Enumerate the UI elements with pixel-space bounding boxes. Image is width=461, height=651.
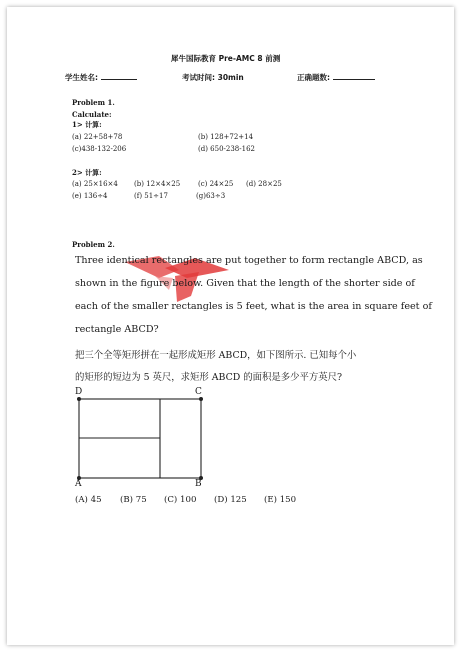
problem2-heading: Problem 2. bbox=[72, 240, 115, 249]
rectangle-figure bbox=[71, 385, 211, 485]
page-title: 犀牛国际教育 Pre-AMC 8 前测 bbox=[171, 54, 281, 63]
problem2-line: each of the smaller rectangles is 5 feet, what is the area in square feet of bbox=[75, 301, 432, 312]
problem1-calculate: Calculate: bbox=[72, 110, 112, 119]
problem1-item: (g)63÷3 bbox=[196, 192, 226, 200]
answer-choice: (D) 125 bbox=[214, 495, 247, 505]
problem1-item: (f) 51÷17 bbox=[134, 192, 168, 200]
problem1-item: (d) 28×25 bbox=[246, 180, 282, 188]
label-d: D bbox=[75, 387, 83, 397]
problem1-item: (e) 136÷4 bbox=[72, 192, 108, 200]
student-name-blank bbox=[101, 73, 137, 80]
answer-choice: (B) 75 bbox=[120, 495, 147, 505]
label-a: A bbox=[75, 479, 82, 489]
label-c: C bbox=[195, 387, 202, 397]
vertex-c bbox=[199, 397, 203, 401]
problem2-chinese-line: 的矩形的短边为 5 英尺，求矩形 ABCD 的面积是多少平方英尺? bbox=[75, 372, 343, 383]
problem1-item: (c) 24×25 bbox=[198, 180, 234, 188]
student-name-label: 学生姓名: bbox=[65, 73, 98, 82]
problem2-line: rectangle ABCD? bbox=[75, 324, 159, 335]
problem1-heading: Problem 1. bbox=[72, 98, 115, 107]
answer-choice: (E) 150 bbox=[264, 495, 297, 505]
vertex-d bbox=[77, 397, 81, 401]
exam-time: 考试时间: 30min bbox=[182, 73, 244, 82]
problem1-item: (b) 128+72+14 bbox=[198, 133, 254, 141]
problem2-chinese-line: 把三个全等矩形拼在一起形成矩形 ABCD，如下图所示. 已知每个小 bbox=[75, 350, 357, 361]
problem1-part1-label: 1> 计算: bbox=[72, 120, 102, 129]
correct-count-field bbox=[297, 72, 375, 83]
problem2-line: Three identical rectangles are put together to form rectangle ABCD, as bbox=[75, 255, 423, 266]
correct-count-label: 正确题数: bbox=[297, 73, 330, 82]
problem1-item: (b) 12×4×25 bbox=[134, 180, 181, 188]
problem1-item: (a) 22+58+78 bbox=[72, 133, 123, 141]
answer-choice: (A) 45 bbox=[75, 495, 102, 505]
label-b: B bbox=[195, 479, 202, 489]
answer-choice: (C) 100 bbox=[164, 495, 197, 505]
correct-count-blank bbox=[333, 73, 375, 80]
document-page bbox=[7, 7, 454, 645]
problem1-item: (a) 25×16×4 bbox=[72, 180, 118, 188]
student-name-field bbox=[65, 72, 137, 83]
problem1-part2-label: 2> 计算: bbox=[72, 168, 102, 177]
problem2-line: shown in the figure below. Given that the length of the shorter side of bbox=[75, 278, 415, 289]
problem1-item: (d) 650-238-162 bbox=[198, 145, 255, 153]
problem1-item: (c)438-132-206 bbox=[72, 145, 127, 153]
